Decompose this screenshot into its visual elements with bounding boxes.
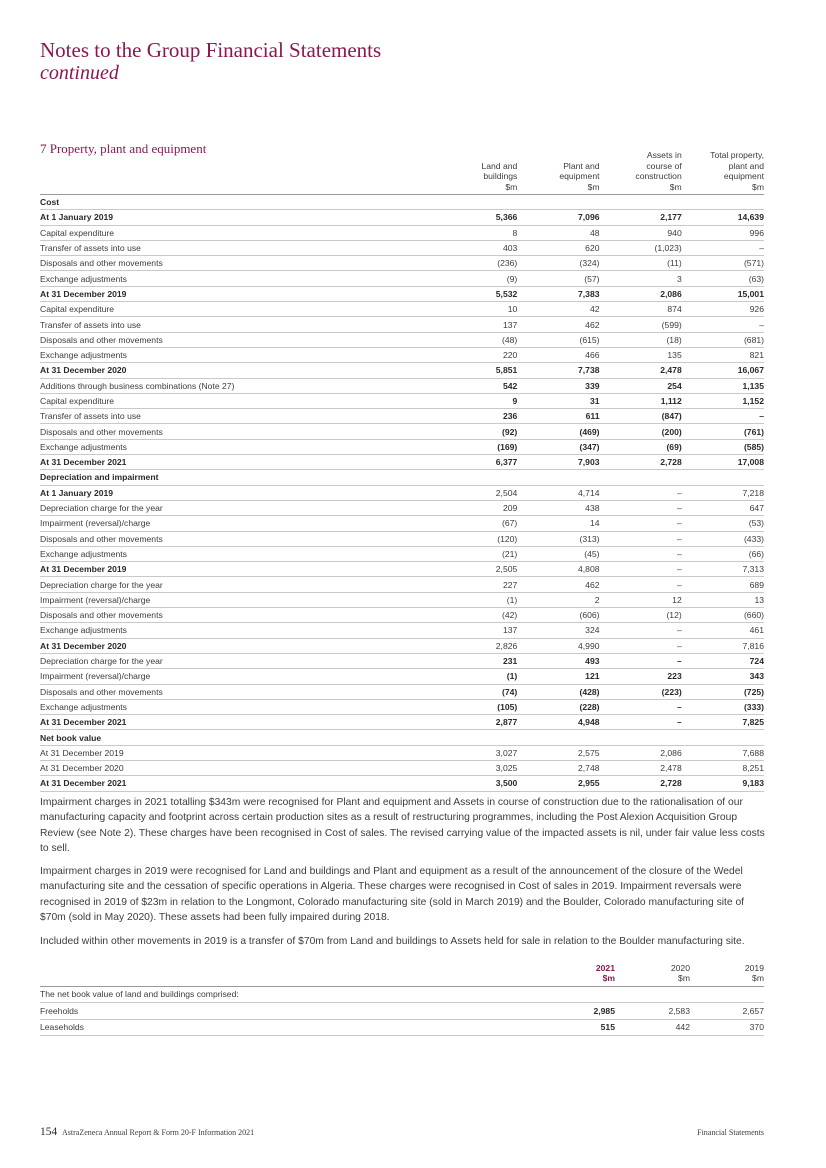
- cell-value: 2,955: [517, 776, 599, 791]
- cell-value: 137: [435, 317, 517, 332]
- cell-value: 3,027: [435, 745, 517, 760]
- cell-value: 2,086: [600, 286, 682, 301]
- cell-value: 2,575: [517, 745, 599, 760]
- cell-value: –: [682, 409, 764, 424]
- cell-value: (18): [600, 332, 682, 347]
- cell-value: 5,851: [435, 363, 517, 378]
- cell-value: 2,583: [615, 1003, 690, 1020]
- row-label: Impairment (reversal)/charge: [40, 669, 435, 684]
- cell-value: 17,008: [682, 455, 764, 470]
- table-row: [40, 363, 764, 378]
- lb-col-2019: 2019 $m: [690, 962, 764, 986]
- page-number: 154: [40, 1126, 58, 1138]
- cell-value: (74): [435, 684, 517, 699]
- cell-value: –: [600, 653, 682, 668]
- footer-section: Financial Statements: [697, 1128, 764, 1137]
- cell-value: 7,816: [682, 638, 764, 653]
- table-row: [40, 225, 764, 240]
- table-row: [40, 730, 764, 745]
- cell-value: [435, 195, 517, 210]
- cell-value: 2,504: [435, 485, 517, 500]
- cell-value: –: [600, 546, 682, 561]
- row-label: At 31 December 2020: [40, 760, 435, 775]
- cell-value: 227: [435, 577, 517, 592]
- cell-value: –: [600, 577, 682, 592]
- cell-value: 3,025: [435, 760, 517, 775]
- table-row: [40, 470, 764, 485]
- cell-value: (469): [517, 424, 599, 439]
- cell-value: (9): [435, 271, 517, 286]
- table-row: [40, 1019, 764, 1036]
- cell-value: (200): [600, 424, 682, 439]
- cell-value: 135: [600, 347, 682, 362]
- row-label: Depreciation charge for the year: [40, 500, 435, 515]
- cell-value: (11): [600, 256, 682, 271]
- cell-value: 4,714: [517, 485, 599, 500]
- row-label: At 31 December 2019: [40, 286, 435, 301]
- cell-value: (599): [600, 317, 682, 332]
- table-row: [40, 531, 764, 546]
- table-row: [40, 623, 764, 638]
- cell-value: –: [600, 562, 682, 577]
- cell-value: 1,152: [682, 393, 764, 408]
- row-label: Exchange adjustments: [40, 546, 435, 561]
- table-row: [40, 347, 764, 362]
- cell-value: –: [682, 240, 764, 255]
- cell-value: (66): [682, 546, 764, 561]
- cell-value: 2,748: [517, 760, 599, 775]
- cell-value: 461: [682, 623, 764, 638]
- table-row: [40, 332, 764, 347]
- cell-value: 137: [435, 623, 517, 638]
- row-label: Exchange adjustments: [40, 439, 435, 454]
- table-row: [40, 393, 764, 408]
- table-row: [40, 195, 764, 210]
- land-buildings-table: [40, 962, 764, 1036]
- cell-value: 121: [517, 669, 599, 684]
- cell-value: (169): [435, 439, 517, 454]
- row-label: Exchange adjustments: [40, 623, 435, 638]
- table-row: [40, 760, 764, 775]
- table-row: [40, 317, 764, 332]
- cell-value: 7,313: [682, 562, 764, 577]
- row-label: Depreciation charge for the year: [40, 577, 435, 592]
- cell-value: 254: [600, 378, 682, 393]
- row-label: Additions through business combinations (Note 27): [40, 378, 435, 393]
- table-row: [40, 516, 764, 531]
- cell-value: (681): [682, 332, 764, 347]
- cell-value: 2,086: [600, 745, 682, 760]
- cell-value: [600, 730, 682, 745]
- cell-value: 14: [517, 516, 599, 531]
- cell-value: (1): [435, 592, 517, 607]
- table-row: [40, 286, 764, 301]
- table-row: [40, 455, 764, 470]
- cell-value: (847): [600, 409, 682, 424]
- cell-value: (67): [435, 516, 517, 531]
- lb-intro: The net book value of land and buildings comprised:: [40, 986, 764, 1003]
- cell-value: –: [600, 623, 682, 638]
- section-title: 7 Property, plant and equipment: [40, 141, 207, 156]
- cell-value: 6,377: [435, 455, 517, 470]
- table-row: [40, 500, 764, 515]
- row-label: Disposals and other movements: [40, 256, 435, 271]
- paragraph-impairment-2019: Impairment charges in 2019 were recognised for Land and buildings and Plant and equipment as a result of the announcement of the closure of the Wedel manufacturing site and the cessation of specific operations in Algeria. These charges were recognised in Cost of sales in 2019. Impairment reversals were recognised in 2019 of $23m in relation to the Longmont, Colorado manufacturing site (sold in March 2019) and the Boulder, Colorado manufacturing site of $70m (sold in May 2020). These assets had been fully impaired during 2018.: [40, 866, 745, 924]
- cell-value: (223): [600, 684, 682, 699]
- row-label: At 31 December 2019: [40, 562, 435, 577]
- cell-value: (69): [600, 439, 682, 454]
- row-label: Capital expenditure: [40, 393, 435, 408]
- cell-value: 2,478: [600, 363, 682, 378]
- row-label: At 31 December 2021: [40, 455, 435, 470]
- row-label: At 31 December 2021: [40, 715, 435, 730]
- cell-value: 343: [682, 669, 764, 684]
- cell-value: 2,478: [600, 760, 682, 775]
- cell-value: 940: [600, 225, 682, 240]
- row-label: Transfer of assets into use: [40, 317, 435, 332]
- table-row: [40, 424, 764, 439]
- table-row: [40, 439, 764, 454]
- table-row: [40, 638, 764, 653]
- cell-value: 996: [682, 225, 764, 240]
- table-row: [40, 240, 764, 255]
- cell-value: (761): [682, 424, 764, 439]
- cell-value: (313): [517, 531, 599, 546]
- table-row: [40, 546, 764, 561]
- cell-value: (42): [435, 608, 517, 623]
- cell-value: 31: [517, 393, 599, 408]
- row-label: Cost: [40, 195, 435, 210]
- lb-header-blank: [40, 962, 540, 986]
- cell-value: –: [600, 699, 682, 714]
- cell-value: (236): [435, 256, 517, 271]
- row-label: At 31 December 2020: [40, 638, 435, 653]
- row-label: Disposals and other movements: [40, 531, 435, 546]
- cell-value: (725): [682, 684, 764, 699]
- cell-value: 2,657: [690, 1003, 764, 1020]
- row-label: Disposals and other movements: [40, 424, 435, 439]
- cell-value: (12): [600, 608, 682, 623]
- cell-value: –: [600, 500, 682, 515]
- cell-value: –: [600, 531, 682, 546]
- cell-value: 874: [600, 302, 682, 317]
- cell-value: 1,135: [682, 378, 764, 393]
- row-label: At 31 December 2020: [40, 363, 435, 378]
- table-row: [40, 302, 764, 317]
- ppe-header-blank: [40, 150, 435, 195]
- row-label: Freeholds: [40, 1003, 540, 1020]
- cell-value: 724: [682, 653, 764, 668]
- table-row: [40, 715, 764, 730]
- cell-value: 926: [682, 302, 764, 317]
- cell-value: 5,366: [435, 210, 517, 225]
- cell-value: (1): [435, 669, 517, 684]
- cell-value: 339: [517, 378, 599, 393]
- row-label: Transfer of assets into use: [40, 409, 435, 424]
- lb-col-2021: 2021 $m: [540, 962, 615, 986]
- lb-col-2020: 2020 $m: [615, 962, 690, 986]
- row-label: At 31 December 2019: [40, 745, 435, 760]
- cell-value: (48): [435, 332, 517, 347]
- cell-value: 493: [517, 653, 599, 668]
- cell-value: –: [600, 516, 682, 531]
- cell-value: [517, 195, 599, 210]
- row-label: Leaseholds: [40, 1019, 540, 1036]
- row-label: Exchange adjustments: [40, 347, 435, 362]
- cell-value: (53): [682, 516, 764, 531]
- row-label: Capital expenditure: [40, 302, 435, 317]
- table-row: [40, 378, 764, 393]
- col-total-ppe: Total property, plant and equipment $m: [682, 150, 764, 195]
- cell-value: 466: [517, 347, 599, 362]
- cell-value: 620: [517, 240, 599, 255]
- cell-value: 42: [517, 302, 599, 317]
- cell-value: [682, 730, 764, 745]
- cell-value: [517, 730, 599, 745]
- row-label: Disposals and other movements: [40, 684, 435, 699]
- cell-value: (63): [682, 271, 764, 286]
- cell-value: (606): [517, 608, 599, 623]
- row-label: Net book value: [40, 730, 435, 745]
- cell-value: 8: [435, 225, 517, 240]
- cell-value: (105): [435, 699, 517, 714]
- cell-value: –: [600, 715, 682, 730]
- row-label: Impairment (reversal)/charge: [40, 516, 435, 531]
- page-subtitle: continued: [40, 62, 119, 84]
- table-row: [40, 210, 764, 225]
- table-row: [40, 592, 764, 607]
- cell-value: 462: [517, 577, 599, 592]
- cell-value: 7,738: [517, 363, 599, 378]
- cell-value: 231: [435, 653, 517, 668]
- paragraph-other-movements: Included within other movements in 2019 is a transfer of $70m from Land and buildings to Assets held for sale in relation to the Boulder manufacturing site.: [40, 936, 745, 947]
- cell-value: 821: [682, 347, 764, 362]
- cell-value: [435, 730, 517, 745]
- cell-value: 2: [517, 592, 599, 607]
- cell-value: –: [682, 317, 764, 332]
- cell-value: 324: [517, 623, 599, 638]
- table-row: [40, 256, 764, 271]
- cell-value: 542: [435, 378, 517, 393]
- cell-value: 442: [615, 1019, 690, 1036]
- table-row: [40, 562, 764, 577]
- table-row: [40, 986, 764, 1003]
- cell-value: [517, 470, 599, 485]
- cell-value: –: [600, 638, 682, 653]
- cell-value: 3,500: [435, 776, 517, 791]
- cell-value: (615): [517, 332, 599, 347]
- table-row: [40, 745, 764, 760]
- table-row: [40, 409, 764, 424]
- cell-value: –: [600, 485, 682, 500]
- row-label: Disposals and other movements: [40, 332, 435, 347]
- cell-value: (433): [682, 531, 764, 546]
- cell-value: 7,218: [682, 485, 764, 500]
- cell-value: 462: [517, 317, 599, 332]
- page-title: Notes to the Group Financial Statements: [40, 38, 382, 62]
- cell-value: (120): [435, 531, 517, 546]
- cell-value: 7,096: [517, 210, 599, 225]
- ppe-table-body: [40, 195, 764, 792]
- ppe-table: [40, 150, 764, 792]
- cell-value: 9,183: [682, 776, 764, 791]
- row-label: Depreciation and impairment: [40, 470, 435, 485]
- cell-value: 3: [600, 271, 682, 286]
- cell-value: 220: [435, 347, 517, 362]
- table-row: [40, 1003, 764, 1020]
- row-label: Impairment (reversal)/charge: [40, 592, 435, 607]
- table-row: [40, 271, 764, 286]
- cell-value: 7,688: [682, 745, 764, 760]
- cell-value: [600, 470, 682, 485]
- table-row: [40, 684, 764, 699]
- cell-value: 5,532: [435, 286, 517, 301]
- cell-value: [600, 195, 682, 210]
- cell-value: (324): [517, 256, 599, 271]
- cell-value: 48: [517, 225, 599, 240]
- row-label: At 1 January 2019: [40, 210, 435, 225]
- cell-value: [682, 195, 764, 210]
- col-assets-construction: Assets in course of construction $m: [600, 150, 682, 195]
- cell-value: [435, 470, 517, 485]
- cell-value: 438: [517, 500, 599, 515]
- table-row: [40, 699, 764, 714]
- cell-value: 403: [435, 240, 517, 255]
- row-label: Disposals and other movements: [40, 608, 435, 623]
- cell-value: 10: [435, 302, 517, 317]
- cell-value: 2,505: [435, 562, 517, 577]
- cell-value: 2,728: [600, 776, 682, 791]
- cell-value: 4,990: [517, 638, 599, 653]
- cell-value: 689: [682, 577, 764, 592]
- table-row: [40, 577, 764, 592]
- row-label: At 31 December 2021: [40, 776, 435, 791]
- cell-value: 2,877: [435, 715, 517, 730]
- cell-value: 9: [435, 393, 517, 408]
- cell-value: 12: [600, 592, 682, 607]
- cell-value: 515: [540, 1019, 615, 1036]
- cell-value: (347): [517, 439, 599, 454]
- cell-value: (45): [517, 546, 599, 561]
- table-row: [40, 776, 764, 791]
- cell-value: 370: [690, 1019, 764, 1036]
- paragraph-impairment-2021: Impairment charges in 2021 totalling $343m were recognised for Plant and equipment and Assets in course of construction due to the rationalisation of our manufacturing capacity and footprint across certain production sites as a result of restructuring programmes, including the Post Alexion Acquisition Group Review (see Note 2). These charges have been recognised in Cost of sales. The revised carrying value of the impacted assets is nil, under fair value less costs to sell.: [40, 797, 765, 855]
- col-plant-equipment: Plant and equipment $m: [517, 150, 599, 195]
- cell-value: 4,948: [517, 715, 599, 730]
- col-land-buildings: Land and buildings $m: [435, 150, 517, 195]
- cell-value: (21): [435, 546, 517, 561]
- cell-value: (660): [682, 608, 764, 623]
- cell-value: 236: [435, 409, 517, 424]
- cell-value: 611: [517, 409, 599, 424]
- table-row: [40, 485, 764, 500]
- cell-value: 4,808: [517, 562, 599, 577]
- cell-value: 2,985: [540, 1003, 615, 1020]
- table-row: [40, 653, 764, 668]
- cell-value: 2,826: [435, 638, 517, 653]
- cell-value: (228): [517, 699, 599, 714]
- row-label: Exchange adjustments: [40, 271, 435, 286]
- cell-value: 2,728: [600, 455, 682, 470]
- cell-value: (1,023): [600, 240, 682, 255]
- cell-value: 647: [682, 500, 764, 515]
- row-label: Exchange adjustments: [40, 699, 435, 714]
- cell-value: 223: [600, 669, 682, 684]
- cell-value: 1,112: [600, 393, 682, 408]
- row-label: At 1 January 2019: [40, 485, 435, 500]
- cell-value: (333): [682, 699, 764, 714]
- cell-value: 8,251: [682, 760, 764, 775]
- cell-value: (57): [517, 271, 599, 286]
- row-label: Transfer of assets into use: [40, 240, 435, 255]
- cell-value: 16,067: [682, 363, 764, 378]
- cell-value: 14,639: [682, 210, 764, 225]
- report-name: AstraZeneca Annual Report & Form 20-F Information 2021: [62, 1128, 255, 1137]
- cell-value: 7,903: [517, 455, 599, 470]
- cell-value: [682, 470, 764, 485]
- cell-value: (428): [517, 684, 599, 699]
- cell-value: (92): [435, 424, 517, 439]
- cell-value: 15,001: [682, 286, 764, 301]
- cell-value: (571): [682, 256, 764, 271]
- table-row: [40, 669, 764, 684]
- cell-value: 13: [682, 592, 764, 607]
- cell-value: 2,177: [600, 210, 682, 225]
- row-label: Depreciation charge for the year: [40, 653, 435, 668]
- ppe-table-header: [40, 150, 764, 195]
- row-label: Capital expenditure: [40, 225, 435, 240]
- table-row: [40, 608, 764, 623]
- cell-value: 7,383: [517, 286, 599, 301]
- cell-value: 209: [435, 500, 517, 515]
- cell-value: 7,825: [682, 715, 764, 730]
- cell-value: (585): [682, 439, 764, 454]
